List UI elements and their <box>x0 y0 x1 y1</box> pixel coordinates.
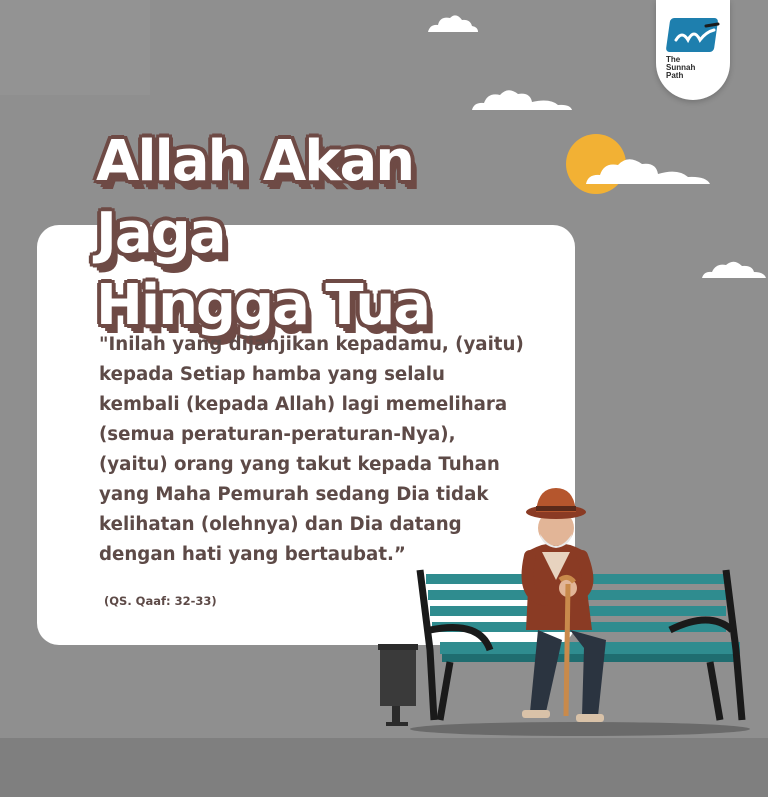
title-line-2: Hingga Tua <box>96 273 430 338</box>
title-line-1: Allah Akan Jaga <box>96 129 414 266</box>
cloud-icon <box>424 12 480 34</box>
the-sunnah-path-logo <box>656 0 730 100</box>
old-man-icon <box>522 488 606 722</box>
cloud-icon <box>584 154 712 186</box>
old-man-on-bench-illustration <box>370 480 768 740</box>
cloud-icon <box>470 86 574 112</box>
page-title <box>96 126 556 342</box>
background-panel <box>0 0 150 95</box>
quote-text: "Inilah yang dijanjikan kepadamu, (yaitu) kepada Setiap hamba yang selalu kembali (kepada Allah) lagi memelihara (semua peraturan-peraturan-Nya), (yaitu) orang yang takut kepada Tuhan yang Maha Pemurah sedang Dia tidak kelihatan (olehnya) dan Dia datang dengan hati yang bertaubat.” <box>99 334 524 565</box>
cloud-icon <box>700 258 768 280</box>
calligraphy-icon <box>670 22 720 50</box>
quote-source: (QS. Qaaf: 32-33) <box>104 594 217 608</box>
logo-text: The Sunnah Path <box>666 55 696 80</box>
ground <box>0 738 768 797</box>
trash-bin-icon <box>378 644 418 726</box>
